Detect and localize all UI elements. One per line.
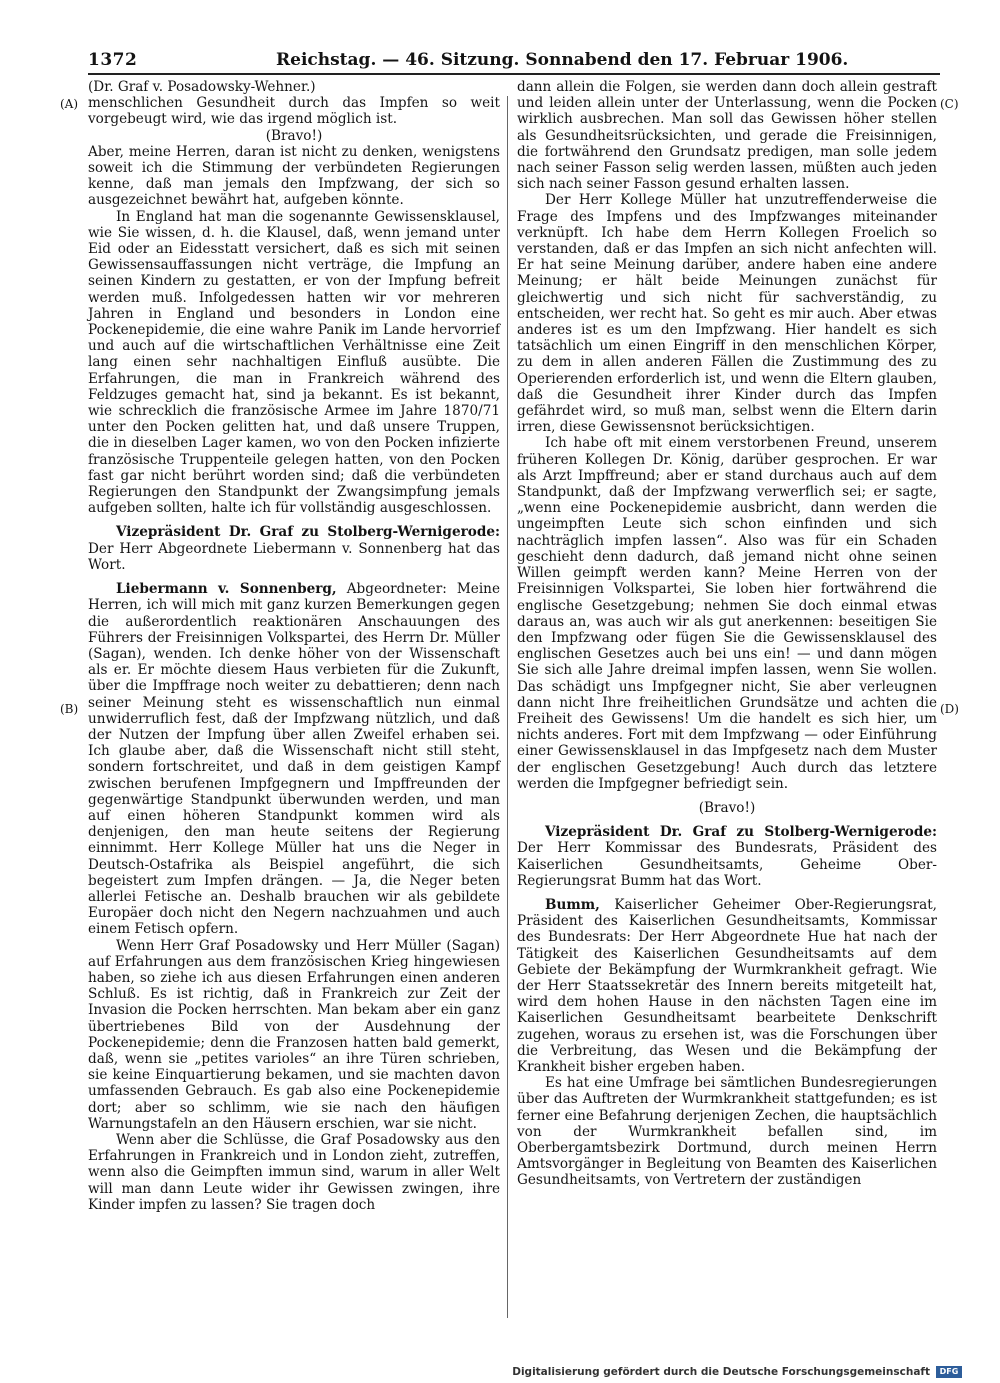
column-divider <box>507 96 508 1318</box>
footer-credit-text: Digitalisierung gefördert durch die Deutsche Forschungsgemeinschaft <box>512 1366 930 1378</box>
paragraph: Ich habe oft mit einem verstorbenen Freund, unserem früheren Kollegen Dr. König, darüber gesprochen. Er war als Arzt Impffreund; aber er stand durchaus auch auf dem Standpunkt, daß der Impfzwang verwerflich sei; er sagte, „wenn eine Pockenepidemie ausbricht, dann werden die ungeimpften Leute sich schon einfinden und sich nachträglich impfen lassen“. Also was für ein Schaden geschieht denn dadurch, daß jemand nicht ohne seinen Willen geimpft werden kann? Meine Herren von der Freisinnigen Volkspartei, Sie loben hier fortwährend die englische Gesetzgebung; nehmen Sie doch einmal etwas daraus an, was auch wir als gut anerkennen: beseitigen Sie den Impfzwang oder fügen Sie die Gewissensklausel des englischen Gesetzes auch bei uns ein! — und dann mögen Sie sich alle Jahre dreimal impfen lassen, wenn Sie wollen. Das schädigt uns Impfgegner nicht, Sie aber verleugnen dann nicht Ihre freiheitlichen Grundsätze und achten die Freiheit des Gewissens! Um die handelt es sich hier, um nichts anderes. Fort mit dem Impfzwang — oder Einführung einer Gewissensklausel in das Impfgesetz nach dem Muster der englischen Gesetzgebung! Auch durch das letztere werden die Impfgegner befriedigt sein. <box>517 435 937 792</box>
paragraph: menschlichen Gesundheit durch das Impfen so weit vorgebeugt wird, wie das irgend möglich ist. <box>88 95 500 128</box>
speaker-running-head: (Dr. Graf v. Posadowsky-Wehner.) <box>88 79 316 95</box>
speaker-text: Kaiserlicher Geheimer Ober-Regierungsrat, Präsident des Kaiserlichen Gesundheitsamts, Kommissar des Bundesrats: Der Herr Abgeordnete Hue hat nach der Tätigkeit des Kaiserlichen Gesundheitsamts auf dem Gebiete der Bekämpfung der Wurmkrankheit gefragt. Wie der Herr Staatssekretär des Innern bereits mitgeteilt hat, wird dem hohen Hause in den nächsten Tagen eine im Kaiserlichen Gesundheitsamt bearbeitete Denkschrift zugehen, woraus zu ersehen ist, was die Forschungen über die Verbreitung, das Wesen und die Bekämpfung der Krankheit bisher ergeben haben. <box>517 896 937 1075</box>
paragraph: Es hat eine Umfrage bei sämtlichen Bundesregierungen über das Auftreten der Wurmkrankheit stattgefunden; es ist ferner eine Befahrung derjenigen Zechen, die hauptsächlich von der Wurmkrankheit befallen sind, im Oberbergamtsbezirk Dortmund, durch meinen Herrn Amtsvorgänger in Begleitung von Beamten des Kaiserlichen Gesundheitsamts, von Vertretern der zuständigen <box>517 1075 937 1189</box>
paragraph: Wenn aber die Schlüsse, die Graf Posadowsky aus den Erfahrungen in Frankreich und in London zieht, zutreffen, wenn also die Geimpften immun sind, warum in aller Welt will man dann Leute wider ihr Gewissen zwingen, ihre Kinder impfen zu lassen? Sie tragen doch <box>88 1132 500 1213</box>
interjection-bravo: (Bravo!) <box>265 127 323 144</box>
left-column <box>88 79 500 1213</box>
dfg-logo-icon: DFG <box>936 1366 962 1378</box>
running-header-title: Reichstag. — 46. Sitzung. Sonnabend den 17. Februar 1906. <box>276 50 849 70</box>
margin-marker-c: (C) <box>940 97 959 111</box>
paragraph: Aber, meine Herren, daran ist nicht zu denken, wenigstens soweit ich die Stimmung der verbündeten Regierungen kenne, daß man jemals den Impfzwang, der sich so ausgezeichnet bewährt hat, aufgeben könnte. <box>88 143 500 209</box>
margin-marker-b: (B) <box>60 702 79 716</box>
speaker-name: Bumm, <box>545 896 600 913</box>
speaker-name: Vizepräsident Dr. Graf zu Stolberg-Wernigerode: <box>545 824 937 841</box>
speaker-text: Der Herr Abgeordnete Liebermann v. Sonnenberg hat das Wort. <box>88 540 500 573</box>
vice-president-remark <box>517 824 937 889</box>
interjection-bravo: (Bravo!) <box>698 799 756 816</box>
vice-president-remark <box>88 524 500 573</box>
speaker-name: Vizepräsident Dr. Graf zu Stolberg-Wernigerode: <box>116 524 500 541</box>
paragraph: In England hat man die sogenannte Gewissensklausel, wie Sie wissen, d. h. die Klausel, daß, wenn jemand unter Eid oder an Eidesstatt versichert, daß es sich mit seinen Gewissensauffassungen nicht verträge, die Impfung an seinen Kindern zu gestatten, er von der Impfung befreit werden muß. Infolgedessen hatten wir vor mehreren Jahren in England und besonders in London eine Pockenepidemie, die eine wahre Panik im Lande hervorrief und auch auf die wirtschaftlichen Verhältnisse eine Zeit lang einen sehr nachhaltigen Einfluß ausübte. Die Erfahrungen, die man in Frankreich während des Feldzuges gemacht hat, sind ja bekannt. Es ist bekannt, wie schrecklich die französische Armee im Jahre 1870/71 unter den Pocken gelitten hat, und daß unsere Truppen, die in dieselben Lager kamen, wo von den Pocken infizierte französische Truppenteile gelegen hatten, von den Pocken fast gar nicht berührt worden sind; daß die verbündeten Regierungen den Standpunkt der Zwangsimpfung jemals aufgeben sollten, halte ich für vollständig ausgeschlossen. <box>88 208 500 517</box>
page-number: 1372 <box>88 50 138 70</box>
paragraph: Der Herr Kollege Müller hat unzutreffenderweise die Frage des Impfens und des Impfzwanges miteinander verknüpft. Ich habe dem Herrn Kollegen Froelich so verstanden, daß er das Impfen an sich nicht anfechten will. Er hat seine Meinung darüber, andere haben eine andere Meinung; er hält beide Meinungen zunächst für gleichwertig und sich nicht für sachverständig, zu entscheiden, wer recht hat. So geht es mir auch. Aber etwas anderes ist es um den Impfzwang. Hier handelt es sich tatsächlich um einen Eingriff in den menschlichen Körper, zu dem in allen anderen Fällen die Zustimmung des zu Operierenden erforderlich ist, und wenn die Eltern glauben, daß die Gesundheit ihrer Kinder durch das Impfen gefährdet wird, so muß man, selbst wenn die Eltern darin irren, diese Gewissensnot berücksichtigen. <box>517 192 937 436</box>
speech-bumm <box>517 897 937 1075</box>
margin-marker-a: (A) <box>60 97 79 111</box>
speaker-text: Der Herr Kommissar des Bundesrats, Präsident des Kaiserlichen Gesundheitsamts, Geheime Ober-Regierungsrat Bumm hat das Wort. <box>517 840 937 889</box>
footer-credit <box>512 1366 962 1378</box>
speaker-text: Meine Herren, ich will mich mit ganz kurzen Bemerkungen gegen die außerordentlich reaktionären Anschauungen des Führers der Freisinnigen Volkspartei, des Herrn Dr. Müller (Sagan), wenden. Ich denke höher von der Wissenschaft als er. Er möchte diesem Haus verbieten für die Zukunft, über die Impffrage noch weiter zu debattieren; denn nach seiner Meinung steht es wissenschaftlich nun einmal unwiderruflich fest, daß der Impfzwang nützlich, und daß der Nutzen der Impfung über allen Zweifel erhaben sei. Ich glaube aber, daß die Wissenschaft nicht still steht, sondern fortschreitet, und daß in dem geistigen Kampf zwischen berufenen Impfgegnern und Impffreunden der gegenwärtige Standpunkt überwunden werden, und man auf einen höheren Standpunkt kommen wird als denjenigen, den man heute seitens der Regierung einnimmt. Herr Kollege Müller hat uns die Neger in Deutsch-Ostafrika als Beispiel angeführt, die sich begeistert zum Impfen drängen. — Ja, die Neger beten allerlei Fetische an. Deshalb brauchen wir als gebildete Europäer doch nicht den Negern nachzuahmen und auch einem Fetisch opfern. <box>88 581 500 938</box>
paragraph: dann allein die Folgen, sie werden dann doch allein gestraft und leiden allein unter der Unterlassung, wenn die Pocken wirklich ausbrechen. Man soll das Gewissen höher stellen als Gesundheitsrücksichten, und gerade die Freisinnigen, die fortwährend den Grundsatz predigen, man solle jedem nach seiner Fasson selig werden lassen, müßten auch jeden sich nach seiner Fasson gesund erhalten lassen. <box>517 79 937 193</box>
speaker-role: Abgeordneter: <box>346 581 447 598</box>
speech-liebermann <box>88 581 500 937</box>
header-rule <box>88 73 940 75</box>
margin-marker-d: (D) <box>940 702 959 716</box>
right-column <box>517 79 937 1189</box>
paragraph: Wenn Herr Graf Posadowsky und Herr Müller (Sagan) auf Erfahrungen aus dem französischen Krieg hingewiesen haben, so ziehe ich aus diesen Erfahrungen einen anderen Schluß. Es ist richtig, daß in Frankreich zur Zeit der Invasion die Pocken herrschten. Man bekam aber ein ganz übertriebenes Bild von der Ausdehnung der Pockenepidemie; denn die Franzosen hatten bald gemerkt, daß, wenn sie „petites varioles“ an ihre Türen schrieben, sie keine Einquartierung bekamen, und sie machten davon umfassenden Gebrauch. Es gab also eine Pockenepidemie dort; aber so schlimm, wie sie nach den häufigen Warnungstafeln an den Häusern erschien, war sie nicht. <box>88 937 500 1132</box>
speaker-name: Liebermann v. Sonnenberg, <box>116 581 337 598</box>
page-header <box>88 50 938 72</box>
